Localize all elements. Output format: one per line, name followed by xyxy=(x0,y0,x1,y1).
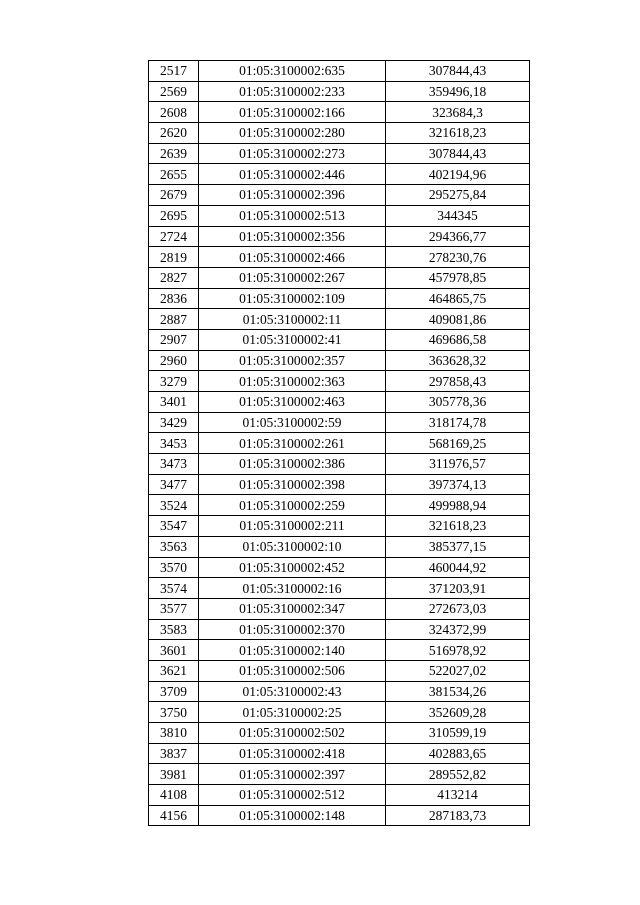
table-row xyxy=(149,392,530,413)
cadastral-value-cell: 311976,57 xyxy=(386,454,530,475)
row-number-cell: 3429 xyxy=(149,412,199,433)
row-number-cell: 2608 xyxy=(149,102,199,123)
table-row xyxy=(149,267,530,288)
cadastral-value-cell: 499988,94 xyxy=(386,495,530,516)
cadastral-value-cell: 307844,43 xyxy=(386,61,530,82)
table-row xyxy=(149,702,530,723)
table-row xyxy=(149,578,530,599)
cadastral-number-cell: 01:05:3100002:452 xyxy=(199,557,386,578)
cadastral-number-cell: 01:05:3100002:166 xyxy=(199,102,386,123)
cadastral-value-cell: 307844,43 xyxy=(386,143,530,164)
row-number-cell: 3981 xyxy=(149,764,199,785)
row-number-cell: 2724 xyxy=(149,226,199,247)
table-body xyxy=(149,61,530,826)
row-number-cell: 3279 xyxy=(149,371,199,392)
cadastral-value-cell: 385377,15 xyxy=(386,536,530,557)
cadastral-number-cell: 01:05:3100002:396 xyxy=(199,185,386,206)
table-row xyxy=(149,81,530,102)
cadastral-number-cell: 01:05:3100002:233 xyxy=(199,81,386,102)
cadastral-value-cell: 460044,92 xyxy=(386,557,530,578)
table-row xyxy=(149,371,530,392)
table-row xyxy=(149,102,530,123)
cadastral-number-cell: 01:05:3100002:356 xyxy=(199,226,386,247)
cadastral-value-cell: 294366,77 xyxy=(386,226,530,247)
table-row xyxy=(149,640,530,661)
table-row xyxy=(149,143,530,164)
cadastral-number-cell: 01:05:3100002:273 xyxy=(199,143,386,164)
cadastral-value-cell: 464865,75 xyxy=(386,288,530,309)
cadastral-value-cell: 402194,96 xyxy=(386,164,530,185)
cadastral-value-cell: 371203,91 xyxy=(386,578,530,599)
cadastral-number-cell: 01:05:3100002:512 xyxy=(199,785,386,806)
cadastral-number-cell: 01:05:3100002:148 xyxy=(199,805,386,826)
cadastral-number-cell: 01:05:3100002:463 xyxy=(199,392,386,413)
cadastral-number-cell: 01:05:3100002:109 xyxy=(199,288,386,309)
table-row xyxy=(149,61,530,82)
cadastral-number-cell: 01:05:3100002:59 xyxy=(199,412,386,433)
cadastral-value-cell: 568169,25 xyxy=(386,433,530,454)
cadastral-number-cell: 01:05:3100002:25 xyxy=(199,702,386,723)
row-number-cell: 2695 xyxy=(149,205,199,226)
table-row xyxy=(149,454,530,475)
cadastral-value-cell: 352609,28 xyxy=(386,702,530,723)
row-number-cell: 3524 xyxy=(149,495,199,516)
cadastral-value-cell: 344345 xyxy=(386,205,530,226)
cadastral-value-cell: 305778,36 xyxy=(386,392,530,413)
cadastral-number-cell: 01:05:3100002:635 xyxy=(199,61,386,82)
cadastral-value-cell: 323684,3 xyxy=(386,102,530,123)
cadastral-number-cell: 01:05:3100002:10 xyxy=(199,536,386,557)
cadastral-value-cell: 318174,78 xyxy=(386,412,530,433)
cadastral-value-cell: 295275,84 xyxy=(386,185,530,206)
cadastral-number-cell: 01:05:3100002:211 xyxy=(199,516,386,537)
table-row xyxy=(149,785,530,806)
table-row xyxy=(149,619,530,640)
row-number-cell: 3473 xyxy=(149,454,199,475)
row-number-cell: 3574 xyxy=(149,578,199,599)
cadastral-number-cell: 01:05:3100002:280 xyxy=(199,123,386,144)
cadastral-value-cell: 289552,82 xyxy=(386,764,530,785)
row-number-cell: 3709 xyxy=(149,681,199,702)
cadastral-value-cell: 321618,23 xyxy=(386,516,530,537)
row-number-cell: 3453 xyxy=(149,433,199,454)
cadastral-number-cell: 01:05:3100002:363 xyxy=(199,371,386,392)
row-number-cell: 3621 xyxy=(149,660,199,681)
table-row xyxy=(149,474,530,495)
cadastral-number-cell: 01:05:3100002:16 xyxy=(199,578,386,599)
cadastral-number-cell: 01:05:3100002:43 xyxy=(199,681,386,702)
table-row xyxy=(149,329,530,350)
cadastral-value-cell: 324372,99 xyxy=(386,619,530,640)
table-row xyxy=(149,412,530,433)
cadastral-number-cell: 01:05:3100002:357 xyxy=(199,350,386,371)
cadastral-value-cell: 469686,58 xyxy=(386,329,530,350)
row-number-cell: 3601 xyxy=(149,640,199,661)
cadastral-value-cell: 397374,13 xyxy=(386,474,530,495)
row-number-cell: 3750 xyxy=(149,702,199,723)
cadastral-number-cell: 01:05:3100002:513 xyxy=(199,205,386,226)
cadastral-number-cell: 01:05:3100002:466 xyxy=(199,247,386,268)
row-number-cell: 3563 xyxy=(149,536,199,557)
row-number-cell: 2655 xyxy=(149,164,199,185)
cadastral-number-cell: 01:05:3100002:140 xyxy=(199,640,386,661)
row-number-cell: 2907 xyxy=(149,329,199,350)
table-row xyxy=(149,805,530,826)
table-row xyxy=(149,309,530,330)
table-row xyxy=(149,495,530,516)
table-row xyxy=(149,681,530,702)
cadastral-number-cell: 01:05:3100002:502 xyxy=(199,723,386,744)
table-row xyxy=(149,723,530,744)
row-number-cell: 2960 xyxy=(149,350,199,371)
row-number-cell: 3810 xyxy=(149,723,199,744)
row-number-cell: 2620 xyxy=(149,123,199,144)
cadastral-value-cell: 363628,32 xyxy=(386,350,530,371)
cadastral-number-cell: 01:05:3100002:259 xyxy=(199,495,386,516)
row-number-cell: 4108 xyxy=(149,785,199,806)
table-row xyxy=(149,185,530,206)
row-number-cell: 3401 xyxy=(149,392,199,413)
cadastral-number-cell: 01:05:3100002:261 xyxy=(199,433,386,454)
table-row xyxy=(149,123,530,144)
cadastral-number-cell: 01:05:3100002:370 xyxy=(199,619,386,640)
row-number-cell: 3837 xyxy=(149,743,199,764)
cadastral-value-cell: 522027,02 xyxy=(386,660,530,681)
cadastral-value-cell: 321618,23 xyxy=(386,123,530,144)
cadastral-number-cell: 01:05:3100002:418 xyxy=(199,743,386,764)
cadastral-value-cell: 409081,86 xyxy=(386,309,530,330)
cadastral-value-cell: 413214 xyxy=(386,785,530,806)
cadastral-value-cell: 297858,43 xyxy=(386,371,530,392)
table-row xyxy=(149,764,530,785)
cadastral-number-cell: 01:05:3100002:347 xyxy=(199,598,386,619)
cadastral-value-cell: 272673,03 xyxy=(386,598,530,619)
row-number-cell: 3570 xyxy=(149,557,199,578)
table-row xyxy=(149,288,530,309)
cadastral-number-cell: 01:05:3100002:267 xyxy=(199,267,386,288)
table-row xyxy=(149,350,530,371)
cadastral-number-cell: 01:05:3100002:11 xyxy=(199,309,386,330)
table-row xyxy=(149,557,530,578)
row-number-cell: 2827 xyxy=(149,267,199,288)
row-number-cell: 2569 xyxy=(149,81,199,102)
cadastral-value-cell: 359496,18 xyxy=(386,81,530,102)
cadastral-value-cell: 381534,26 xyxy=(386,681,530,702)
row-number-cell: 2639 xyxy=(149,143,199,164)
table-row xyxy=(149,536,530,557)
cadastral-value-cell: 516978,92 xyxy=(386,640,530,661)
cadastral-number-cell: 01:05:3100002:446 xyxy=(199,164,386,185)
row-number-cell: 2819 xyxy=(149,247,199,268)
row-number-cell: 3583 xyxy=(149,619,199,640)
table-row xyxy=(149,433,530,454)
cadastral-value-cell: 457978,85 xyxy=(386,267,530,288)
table-row xyxy=(149,598,530,619)
cadastral-value-cell: 402883,65 xyxy=(386,743,530,764)
table-row xyxy=(149,205,530,226)
cadastral-value-cell: 310599,19 xyxy=(386,723,530,744)
row-number-cell: 2887 xyxy=(149,309,199,330)
cadastral-number-cell: 01:05:3100002:41 xyxy=(199,329,386,350)
cadastral-number-cell: 01:05:3100002:386 xyxy=(199,454,386,475)
table-row xyxy=(149,660,530,681)
row-number-cell: 3477 xyxy=(149,474,199,495)
cadastral-value-cell: 278230,76 xyxy=(386,247,530,268)
row-number-cell: 4156 xyxy=(149,805,199,826)
cadastral-value-table xyxy=(148,60,530,826)
row-number-cell: 2836 xyxy=(149,288,199,309)
row-number-cell: 2517 xyxy=(149,61,199,82)
row-number-cell: 3547 xyxy=(149,516,199,537)
table-row xyxy=(149,226,530,247)
table-row xyxy=(149,516,530,537)
cadastral-value-cell: 287183,73 xyxy=(386,805,530,826)
table-row xyxy=(149,247,530,268)
row-number-cell: 3577 xyxy=(149,598,199,619)
table-row xyxy=(149,743,530,764)
row-number-cell: 2679 xyxy=(149,185,199,206)
cadastral-number-cell: 01:05:3100002:397 xyxy=(199,764,386,785)
cadastral-number-cell: 01:05:3100002:398 xyxy=(199,474,386,495)
table-row xyxy=(149,164,530,185)
cadastral-number-cell: 01:05:3100002:506 xyxy=(199,660,386,681)
